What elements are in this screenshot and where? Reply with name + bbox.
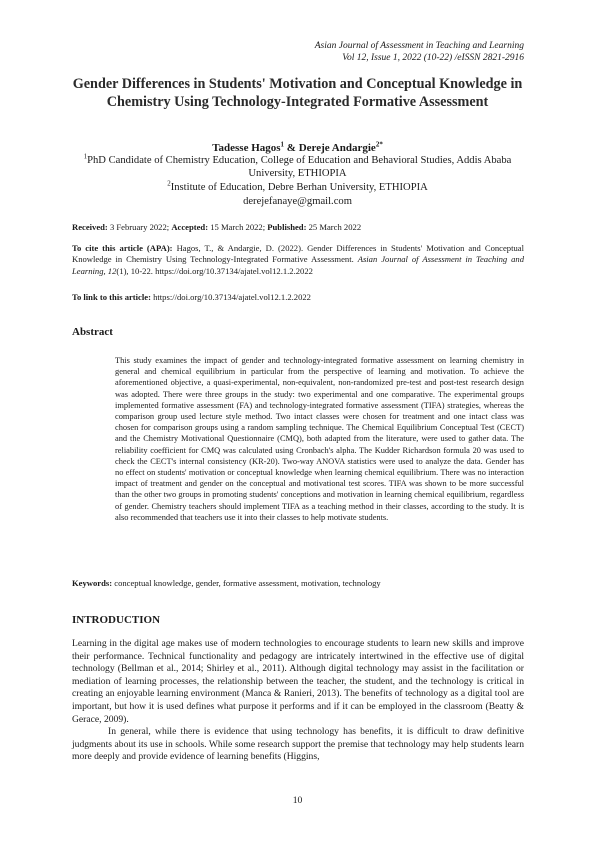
affiliation-1-text: PhD Candidate of Chemistry Education, College of Education and Behavioral Studies, Addis Ababa University, ETHIOPIA xyxy=(87,155,512,179)
received-date: 3 February 2022; xyxy=(109,222,170,232)
citation-text-2: (1), 10-22. https://doi.org/10.37134/ajatel.vol12.1.2.2022 xyxy=(116,265,313,276)
affiliation-2-sup: 2 xyxy=(167,179,171,188)
received-label: Received: xyxy=(72,222,108,232)
dates-line xyxy=(72,222,524,233)
citation-label: To cite this article (APA): xyxy=(72,243,173,253)
affiliation-1-sup: 1 xyxy=(83,152,88,161)
affiliation-1 xyxy=(60,154,535,180)
introduction-paragraph-2: In general, while there is evidence that using technology has benefits, it is difficult to draw definitive judgments about its use in schools. While some research support the premise that technology may help students learn more deeply and provide evidence of learning benefits (Higgins, xyxy=(72,726,524,763)
introduction-paragraph-1: Learning in the digital age makes use of modern technologies to encourage students to learn new skills and improve their performance. Technical functionality and pedagogy are intricately intertwined in the effective use of digital technology (Bellman et al., 2014; Shirley et al., 2011). Although digital technology may assist in the facilitation or mediation of learning processes, the relationship between the teacher, the student, and the technology is critical in creating an enjoyable learning environment (Manca & Ranieri, 2013). The benefits of technology as a digital tool are important, but how it is used defines what purpose it performs and if it can be employed in the classroom (Beatty & Gerace, 2009). xyxy=(72,638,524,725)
citation-journal: Asian Journal of Assessment in Teaching and Learning, 12 xyxy=(72,254,525,276)
journal-name: Asian Journal of Assessment in Teaching and Learning xyxy=(314,41,524,51)
published-label: Published: xyxy=(267,222,307,232)
article-link-line xyxy=(72,292,524,303)
abstract-text: This study examines the impact of gender and technology-integrated formative assessment on learning chemistry in general and chemical equilibrium in particular from the perspective of learning and motivation. To achieve the aforementioned objective, a quasi-experimental, non-equivalent, non-randomized pre-test and post-test research design was adopted. There were three groups in the study: two experimental and one comparative. The experimental groups implemented formative assessment (FA) and technology-integrated formative assessment (TIFA) strategies, whereas the comparison group used lecture style method. Two intact classes were chosen for treatment and one intact class was chosen for comparison groups using a random sampling technique. The Chemical Equilibrium Conceptual Test (CECT) and the Chemistry Motivational Questionnaire (CMQ), both adapted from the literature, were used to gather data. The reliability coefficient for CMQ was calculated using Cronbach's alpha. The Kudder Richardson formula 20 was used to check the CECT's internal consistency (KR-20). Two-way ANOVA statistics were used to analyze the data. Gender has no effect on students' motivation or conceptual knowledge when learning chemical equilibrium. There was no interaction impact of treatment and gender on the conceptual and motivational test scores. TIFA was shown to be more successful than the other two groups in promoting students' conceptions and motivation in learning chemical equilibrium, regardless of gender. Chemistry teachers should implement TIFA as a teaching method in their classes, according to the study. It is also recommended that teachers use it into their classes to help motivate students. xyxy=(115,356,524,522)
journal-issue: Vol 12, Issue 1, 2022 (10-22) /eISSN 2821-2916 xyxy=(342,53,524,63)
link-label: To link to this article: xyxy=(72,292,151,302)
keywords-line xyxy=(72,578,524,588)
author-2: Dereje Andargie xyxy=(298,142,376,154)
abstract-heading: Abstract xyxy=(72,326,113,338)
author-connector: & xyxy=(284,142,299,154)
author-1-sup: 1 xyxy=(280,140,285,149)
corresponding-email: derejefanaye@gmail.com xyxy=(243,196,352,207)
published-date: 25 March 2022 xyxy=(308,222,362,232)
journal-header xyxy=(315,40,524,64)
accepted-date: 15 March 2022; xyxy=(210,222,266,232)
citation-text-1: Hagos, T., & Andargie, D. (2022). Gender Differences in Students' Motivation and Conceptual Knowledge in Chemistry Using Technology-Integrated Formative Assessment. xyxy=(72,243,524,265)
author-2-sup: 2* xyxy=(375,140,383,149)
keywords-text: conceptual knowledge, gender, formative assessment, motivation, technology xyxy=(114,578,381,588)
affiliation-2-text: Institute of Education, Debre Berhan University, ETHIOPIA xyxy=(170,182,428,193)
article-link[interactable]: https://doi.org/10.37134/ajatel.vol12.1.2.2022 xyxy=(153,292,311,302)
citation-block xyxy=(72,243,524,277)
introduction-body xyxy=(72,638,524,764)
page-number: 10 xyxy=(292,795,303,806)
keywords-label: Keywords: xyxy=(72,578,113,588)
paper-title: Gender Differences in Students' Motivation and Conceptual Knowledge in Chemistry Using Technology-Integrated Formative Assessment xyxy=(72,76,523,110)
affiliation-2 xyxy=(60,181,535,194)
introduction-heading: INTRODUCTION xyxy=(72,614,161,626)
author-1: Tadesse Hagos xyxy=(212,142,281,154)
accepted-label: Accepted: xyxy=(171,222,209,232)
